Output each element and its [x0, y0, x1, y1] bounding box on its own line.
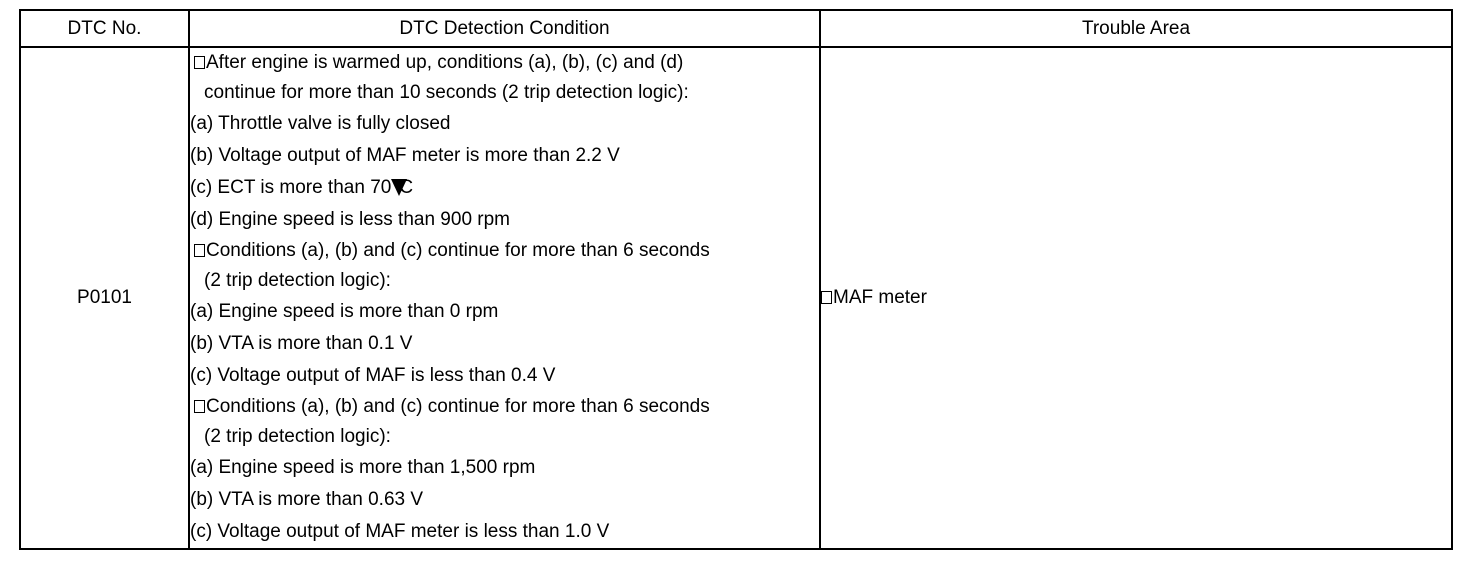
trouble-area-text: MAF meter — [833, 287, 927, 308]
condition-line: (a) Engine speed is more than 0 rpm — [190, 301, 499, 322]
condition-line: (c) Voltage output of MAF meter is less than 1.0 V — [190, 521, 610, 542]
checkbox-bullet-icon — [194, 56, 205, 69]
condition-line: (a) Engine speed is more than 1,500 rpm — [190, 457, 536, 478]
condition-line: continue for more than 10 seconds (2 trip detection logic): — [204, 82, 689, 103]
header-dtc-no: DTC No. — [20, 10, 189, 47]
condition-line: (c) ECT is more than 70 C — [190, 177, 414, 198]
checkbox-bullet-icon — [194, 244, 205, 257]
condition-line: (2 trip detection logic): — [204, 270, 391, 291]
header-detection-condition: DTC Detection Condition — [189, 10, 820, 47]
condition-line: After engine is warmed up, conditions (a), (b), (c) and (d) — [190, 48, 819, 78]
condition-line: (b) VTA is more than 0.1 V — [190, 333, 413, 354]
header-row — [20, 10, 1452, 47]
detection-condition-cell — [189, 47, 820, 549]
table-row — [20, 47, 1452, 549]
trouble-area-cell — [820, 47, 1452, 549]
checkbox-bullet-icon — [194, 400, 205, 413]
condition-line: (d) Engine speed is less than 900 rpm — [190, 209, 511, 230]
condition-line: (a) Throttle valve is fully closed — [190, 113, 451, 134]
condition-line: (b) Voltage output of MAF meter is more than 2.2 V — [190, 145, 620, 166]
condition-line: (2 trip detection logic): — [204, 426, 391, 447]
checkbox-bullet-icon — [821, 291, 832, 304]
condition-line: Conditions (a), (b) and (c) continue for more than 6 seconds — [190, 236, 819, 266]
dtc-table — [19, 9, 1453, 550]
dtc-code: P0101 — [77, 287, 132, 308]
header-trouble-area: Trouble Area — [820, 10, 1452, 47]
condition-line: (b) VTA is more than 0.63 V — [190, 489, 424, 510]
condition-line: (c) Voltage output of MAF is less than 0.4 V — [190, 365, 556, 386]
condition-line: Conditions (a), (b) and (c) continue for more than 6 seconds — [190, 392, 819, 422]
dtc-code-cell — [20, 47, 189, 549]
